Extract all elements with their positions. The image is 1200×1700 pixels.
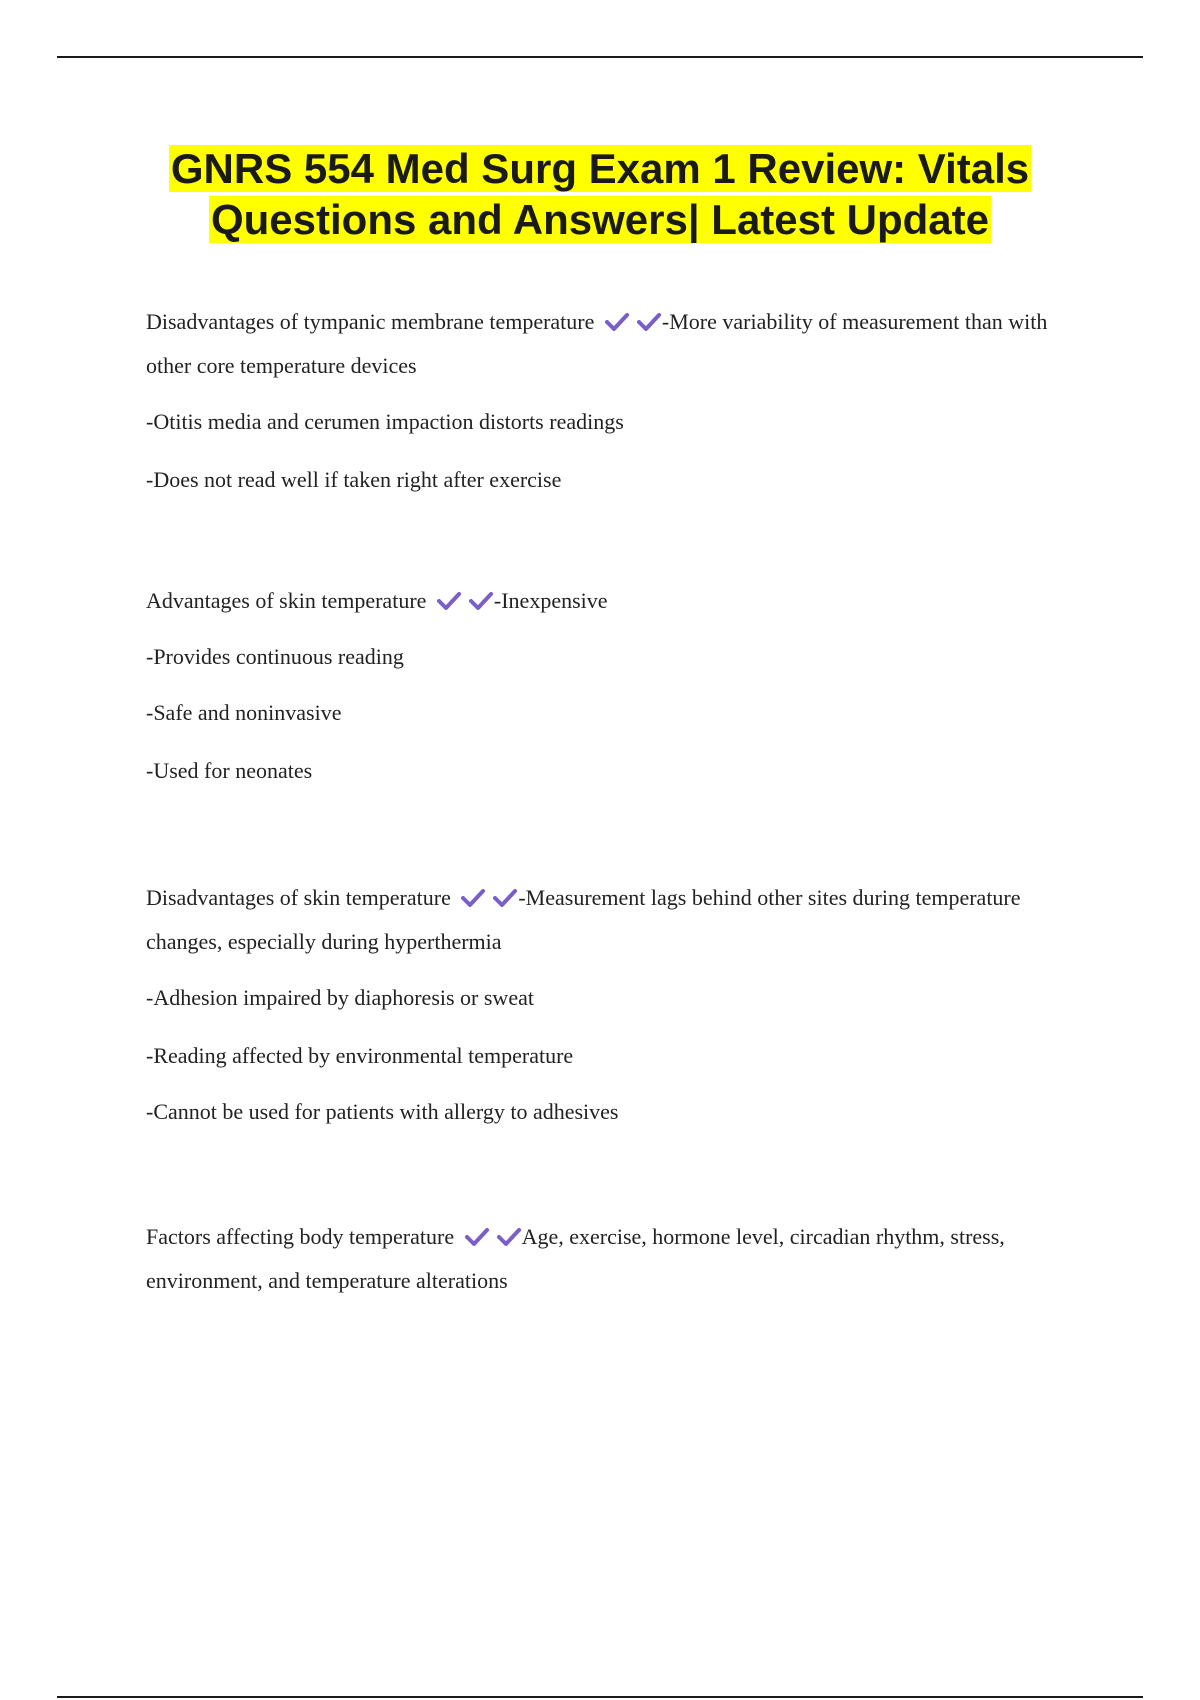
question-text: Disadvantages of skin temperature — [146, 885, 451, 910]
check-icon — [636, 312, 662, 332]
top-rule — [57, 56, 1143, 58]
answer-bullet: -Otitis media and cerumen impaction distorts readings — [146, 409, 624, 434]
check-icon — [460, 888, 486, 908]
check-icon — [464, 1227, 490, 1247]
qa-lead — [146, 300, 1096, 388]
answer-text: -More variability of measurement than with other core temperature devices — [146, 309, 1048, 378]
title-line-1: GNRS 554 Med Surg Exam 1 Review: Vitals — [170, 145, 1030, 192]
qa-lead — [146, 876, 1096, 964]
bottom-rule — [57, 1696, 1143, 1698]
answer-bullet: -Safe and noninvasive — [146, 700, 342, 725]
answer-text: -Measurement lags behind other sites during temperature changes, especially during hyperthermia — [146, 885, 1021, 954]
answer-bullet: -Adhesion impaired by diaphoresis or sweat — [146, 985, 534, 1010]
answer-bullet: -Cannot be used for patients with allergy to adhesives — [146, 1099, 619, 1124]
qa-item — [146, 300, 1096, 494]
check-icon — [468, 591, 494, 611]
qa-item — [146, 1215, 1096, 1303]
title-line-2: Questions and Answers| Latest Update — [210, 196, 990, 243]
qa-item — [146, 579, 1096, 785]
check-icon — [496, 1227, 522, 1247]
qa-lead — [146, 1215, 1096, 1303]
check-icon — [604, 312, 630, 332]
answer-text: Age, exercise, hormone level, circadian rhythm, stress, environment, and temperature alterations — [146, 1224, 1005, 1293]
page-title — [0, 143, 1200, 245]
check-icon — [492, 888, 518, 908]
answer-bullet: -Does not read well if taken right after exercise — [146, 467, 562, 492]
answer-bullet: -Used for neonates — [146, 758, 313, 783]
question-text: Advantages of skin temperature — [146, 588, 427, 613]
answer-bullet: -Reading affected by environmental temperature — [146, 1043, 574, 1068]
question-text: Disadvantages of tympanic membrane temperature — [146, 309, 595, 334]
qa-item — [146, 876, 1096, 1126]
check-icon — [436, 591, 462, 611]
qa-lead — [146, 579, 1096, 623]
answer-bullet: -Provides continuous reading — [146, 644, 404, 669]
question-text: Factors affecting body temperature — [146, 1224, 455, 1249]
answer-text: -Inexpensive — [493, 588, 608, 613]
